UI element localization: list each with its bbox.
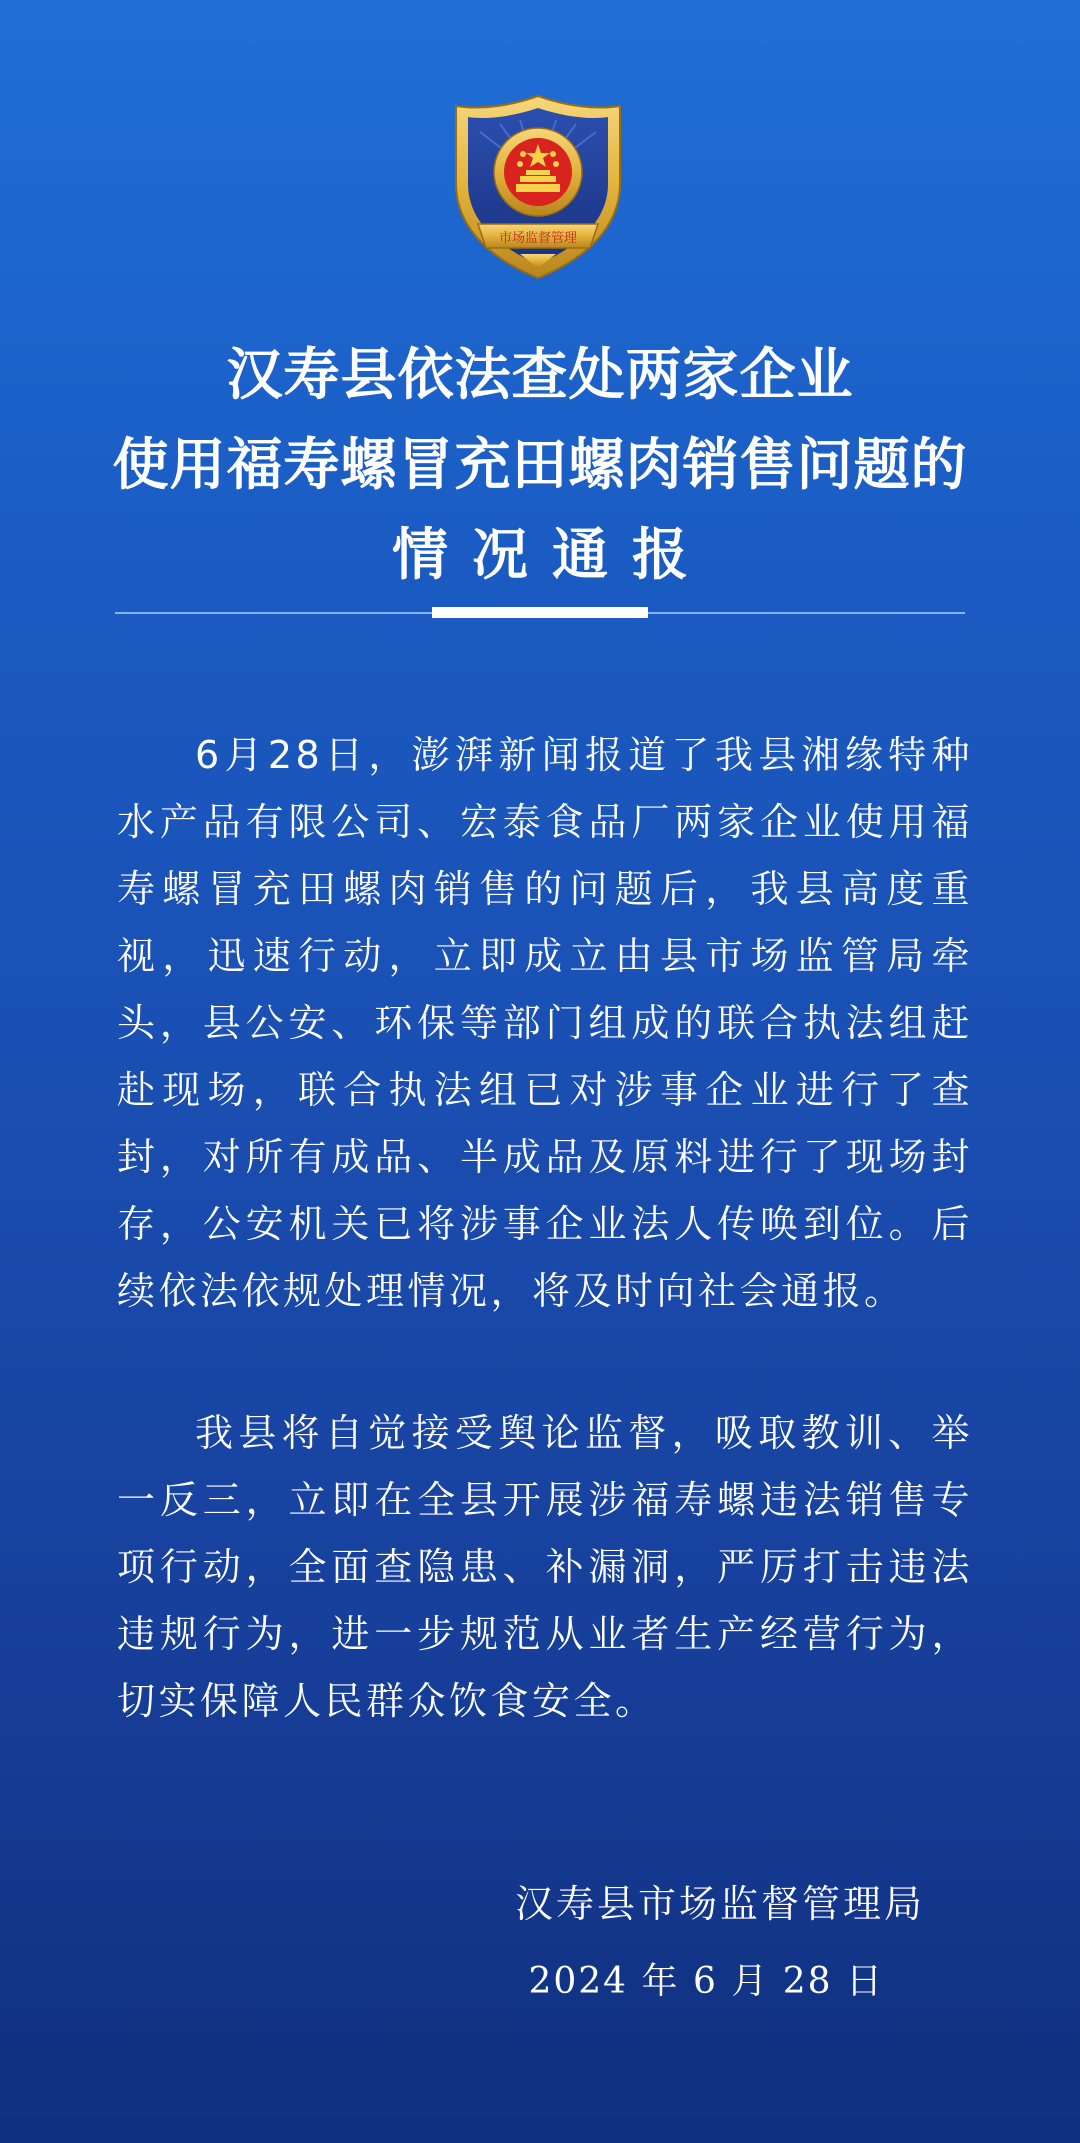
title-line-3: 情况通报 <box>392 522 712 588</box>
market-supervision-emblem-icon <box>450 92 626 282</box>
title-line-2: 使用福寿螺冒充田螺肉销售问题的 <box>112 432 968 498</box>
title-divider-bar <box>432 607 648 618</box>
body-paragraph-1: 6月28日，澎湃新闻报道了我县湘缘特种水产品有限公司、宏泰食品厂两家企业使用福寿螺冒充田螺肉销售的问题后，我县高度重视，迅速行动，立即成立由县市场监管局牵头，县公安、环保等部门组成的联合执法组赶赴现场，联合执法组已对涉事企业进行了查封，对所有成品、半成品及原料进行了现场封存，公安机关已将涉事企业法人传唤到位。后续依法依规处理情况，将及时向社会通报。 <box>117 733 973 1313</box>
title-line-1: 汉寿县依法查处两家企业 <box>226 342 854 408</box>
emblem-ribbon-text: 市场监督管理 <box>498 231 578 246</box>
notice-title <box>0 330 1080 600</box>
body-paragraph-2: 我县将自觉接受舆论监督，吸取教训、举一反三，立即在全县开展涉福寿螺违法销售专项行动，全面查隐患、补漏洞，严厉打击违法违规行为，进一步规范从业者生产经营行为，切实保障人民群众饮食安全。 <box>117 1411 973 1723</box>
issuer-name: 汉寿县市场监督管理局 <box>514 1882 925 1926</box>
issue-date: 2024 年 6 月 28 日 <box>528 1961 884 2002</box>
